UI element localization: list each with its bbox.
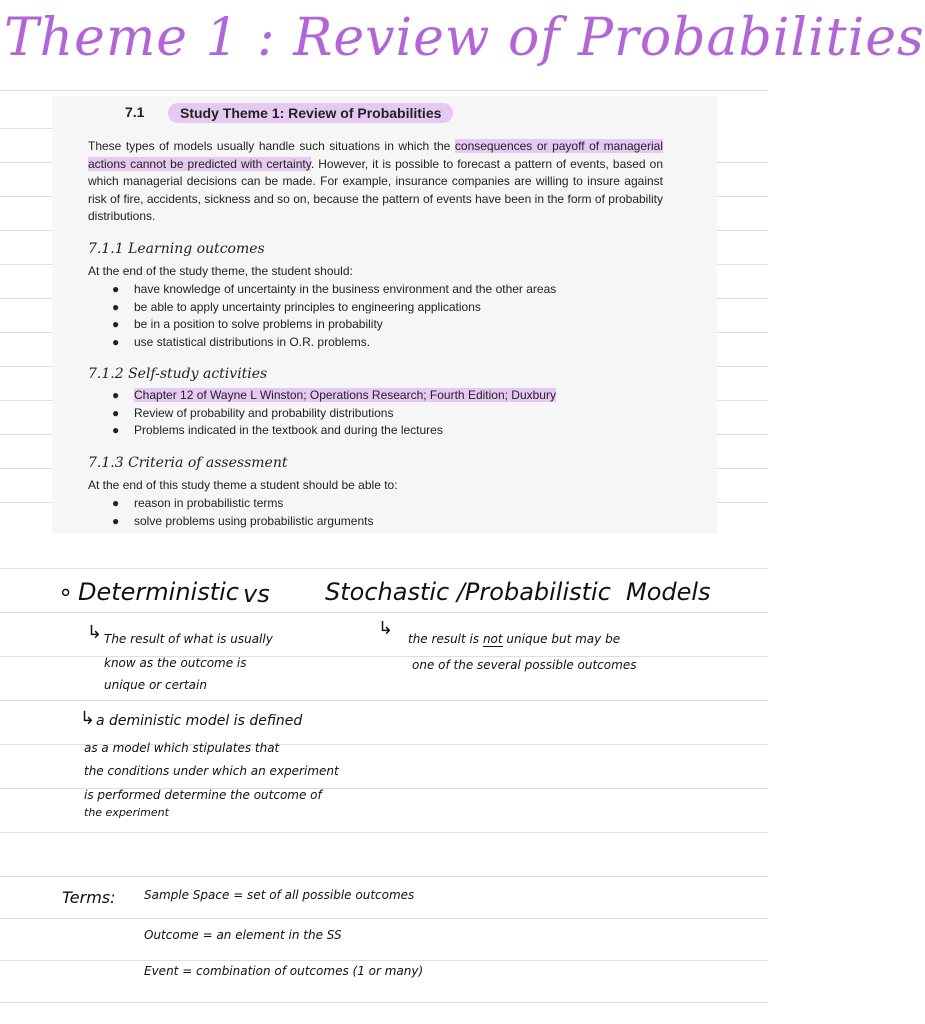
ruled-line [0, 502, 52, 503]
ruled-line [717, 196, 768, 197]
note-sto-line: the result is not unique but may be [408, 632, 621, 646]
note-term: Outcome = an element in the SS [144, 928, 342, 942]
section-number: 7.1 [125, 104, 145, 120]
ruled-line [0, 832, 768, 833]
note-vs: vs [243, 580, 270, 608]
note-term: Event = combination of outcomes (1 or many) [144, 964, 424, 978]
ruled-line [0, 196, 52, 197]
section-title: Study Theme 1: Review of Probabilities [168, 103, 453, 123]
note-def-line: the conditions under which an experiment [84, 764, 339, 778]
ruled-line [717, 264, 768, 265]
list-item: ● reason in probabilistic terms [112, 496, 284, 510]
note-def-line: a deministic model is defined [96, 713, 303, 729]
criteria-intro: At the end of this study theme a student should be able to: [88, 478, 398, 492]
list-item: ● Problems indicated in the textbook and during the lectures [112, 423, 443, 438]
intro-paragraph [88, 138, 663, 226]
ruled-line [0, 876, 768, 877]
ruled-line [717, 468, 768, 469]
arrow-icon: ↳ [87, 622, 103, 642]
list-item: ● have knowledge of uncertainty in the business environment and the other areas [112, 282, 557, 296]
ruled-line [717, 332, 768, 333]
ruled-line [0, 332, 52, 333]
learning-outcomes-heading: 7.1.1 Learning outcomes [88, 241, 265, 257]
ruled-line [717, 502, 768, 503]
ruled-line [0, 612, 768, 613]
note-sto-line: one of the several possible outcomes [412, 658, 637, 672]
ruled-line [717, 162, 768, 163]
note-def-line: is performed determine the outcome of [84, 788, 322, 802]
arrow-icon: ↳ [378, 618, 394, 638]
ruled-line [0, 264, 52, 265]
ruled-line [0, 434, 52, 435]
ruled-line [0, 90, 768, 91]
arrow-icon: ↳ [80, 708, 96, 728]
ruled-line [717, 230, 768, 231]
paragraph-text: These types of models usually handle such situations in which the [88, 139, 455, 153]
ruled-line [0, 128, 52, 129]
paragraph-text: . However, it is possible to forecast a pattern of events, based on which managerial decisions can be made. For example, insurance companies are willing to insure against risk of fire, accidents, sickness and so on, because the pattern of events have been in the form of probability distributions. [88, 156, 664, 223]
list-item: ● Chapter 12 of Wayne L Winston; Operations Research; Fourth Edition; Duxbury [112, 388, 556, 402]
ruled-line [0, 568, 768, 569]
learning-outcomes-list [112, 281, 556, 352]
list-item: ● be able to apply uncertainty principles to engineering applications [112, 299, 481, 314]
note-det-line: The result of what is usually [104, 632, 273, 646]
note-def-line: as a model which stipulates that [84, 741, 280, 755]
note-stochastic: Stochastic /Probabilistic [325, 578, 611, 606]
ruled-line [717, 434, 768, 435]
self-study-list [112, 387, 556, 440]
note-det-line: unique or certain [104, 678, 207, 692]
note-det-line: know as the outcome is [104, 656, 247, 670]
note-models: Models [626, 578, 711, 606]
ruled-line [0, 230, 52, 231]
ruled-line [0, 366, 52, 367]
criteria-list [112, 495, 373, 530]
ruled-line [0, 700, 768, 701]
note-def-line: the experiment [84, 806, 169, 819]
ruled-line [0, 1002, 768, 1003]
ruled-line [0, 400, 52, 401]
highlighted-text: consequences or payoff of managerial actions cannot be predicted with certainty [88, 139, 664, 171]
ruled-line [717, 366, 768, 367]
ruled-line [0, 162, 52, 163]
list-item: ● Review of probability and probability distributions [112, 405, 394, 420]
ruled-line [0, 918, 768, 919]
ruled-line [0, 960, 768, 961]
highlighted-text: Chapter 12 of Wayne L Winston; Operations Research; Fourth Edition; Duxbury [134, 388, 556, 402]
ruled-line [0, 468, 52, 469]
self-study-heading: 7.1.2 Self-study activities [88, 366, 268, 382]
note-bullet: ∘ [58, 578, 74, 606]
page-heading: Theme 1 : Review of Probabilities [4, 8, 925, 68]
note-terms-label: Terms: [62, 888, 116, 907]
list-item: ● be in a position to solve problems in probability [112, 317, 383, 332]
list-item: ● use statistical distributions in O.R. problems. [112, 335, 371, 350]
list-item: ● solve problems using probabilistic arguments [112, 513, 374, 528]
ruled-line [717, 400, 768, 401]
ruled-line [0, 298, 52, 299]
criteria-heading: 7.1.3 Criteria of assessment [88, 455, 288, 471]
note-deterministic: Deterministic [78, 578, 239, 606]
note-term: Sample Space = set of all possible outcomes [144, 888, 415, 902]
ruled-line [717, 298, 768, 299]
learning-outcomes-intro: At the end of the study theme, the student should: [88, 264, 353, 278]
